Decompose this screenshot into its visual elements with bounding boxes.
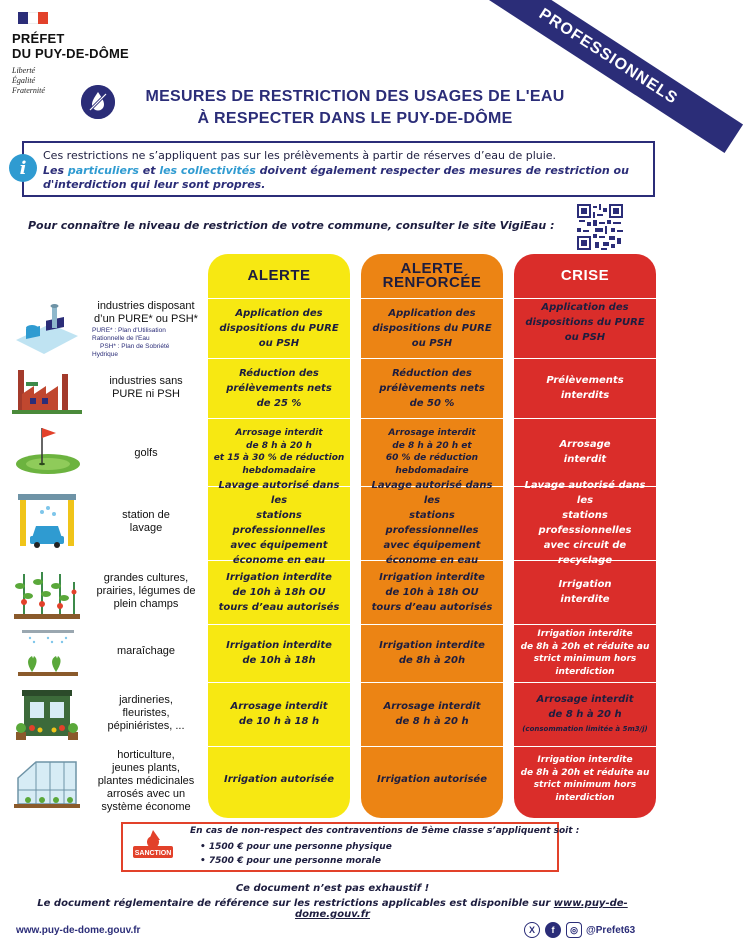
cell-crise-industries-sans-pure: Prélèvements interdits [546,375,624,401]
pure-psh-definitions: PURE* : Plan d'Utilisation Rationnelle de l'Eau PSH* : Plan de Sobriété Hydrique [92,327,170,358]
non-exhaustive-note: Ce document n’est pas exhaustif ! [235,883,430,894]
qr-code-icon[interactable] [577,204,623,250]
row-label-jardineries: jardineries, fleuristes, pépiniéristes, ... [107,693,185,732]
cell-renforcee-maraichage: Irrigation interdite de 8h à 20h [379,640,485,666]
page-title [125,86,585,130]
reference-note: Le document réglementaire de référence sur les restrictions applicables est disponible sur www.puy-de-dome.gouv.fr [37,898,628,920]
sprinkler-seedlings-icon [12,626,82,680]
crise-consumption-note: (consommation limitée à 5m3/j) [522,724,648,733]
motto-fraternite: Fraternité [12,86,45,95]
cell-alerte-maraichage: Irrigation interdite de 10h à 18h [226,640,332,666]
x-social-icon[interactable]: X [524,922,540,938]
info-rain-note: Ces restrictions ne s’appliquent pas sur les prélèvements à partir de réserves d’eau de pluie. [43,149,557,162]
golf-flag-icon [12,420,82,484]
row-label-maraichage: maraîchage [116,644,176,657]
title-line-2: À RESPECTER DANS LE PUY-DE-DÔME [197,110,513,127]
column-header-crise: CRISE [560,267,610,284]
facebook-icon[interactable]: f [545,922,561,938]
cell-crise-maraichage: Irrigation interdite de 8h à 20h et réduite au strict minimum hors interdiction [520,629,650,677]
instagram-icon[interactable]: ◎ [566,922,582,938]
social-handle: @Prefet63 [586,925,636,936]
motto-egalite: Égalité [12,76,36,85]
cell-renforcee-golfs: Arrosage interdit de 8 h à 20 h et 60 % de réduction hebdomadaire [385,428,479,476]
cell-alerte-industries-sans-pure: Réduction des prélèvements nets de 25 % [226,367,332,409]
cell-alerte-jardineries: Arrosage interdit de 10 h à 18 h [230,701,328,727]
cell-renforcee-horticulture: Irrigation autorisée [377,773,487,785]
prefet-line-1: PRÉFET [12,31,65,46]
cell-alerte-horticulture: Irrigation autorisée [224,773,334,785]
flag-icon [18,12,48,24]
info-icon: i [9,154,37,182]
cell-renforcee-station-lavage: Lavage autorisé dans les stations professionnelles avec équipement économe en eau [371,480,493,566]
cell-renforcee-industries-pure: Application des dispositions du PURE ou PSH [372,307,492,349]
column-header-alerte-renforcee: ALERTE RENFORCÉE [382,260,482,291]
cell-crise-station-lavage: Lavage autorisé dans les stations professionnelles avec circuit de recyclage [524,480,646,566]
cell-alerte-golfs: Arrosage interdit de 8 h à 20 h et 15 à 30 % de réduction hebdomadaire [213,428,345,476]
sanction-badge-label: SANCTION [134,850,172,857]
row-label-grandes-cultures: grandes cultures, prairies, légumes de plein champs [96,571,196,610]
sanction-badge-icon [131,828,175,866]
cell-crise-grandes-cultures: Irrigation interdite [558,579,612,605]
cell-crise-horticulture: Irrigation interdite de 8h à 20h et réduite au strict minimum hors interdiction [520,755,650,803]
cell-crise-industries-pure: Application des dispositions du PURE ou PSH [525,301,645,343]
flower-shop-icon [12,684,82,744]
sanction-item-physique: • 1500 € pour une personne physique [200,840,392,854]
no-water-drop-icon [81,85,115,119]
cell-crise-jardineries: Arrosage interdit de 8 h à 20 h (consommation limitée à 5m3/j) [514,682,656,746]
cell-alerte-grandes-cultures: Irrigation interdite de 10h à 18h OU tours d’eau autorisés [218,571,340,613]
greenhouse-icon [12,752,82,814]
professionnels-ribbon: PROFESSIONNELS [473,0,743,153]
row-label-industries-pure: industries disposant d’un PURE* ou PSH* [94,300,198,325]
crops-icon [12,562,82,622]
vigieau-note: Pour connaître le niveau de restriction de votre commune, consulter le site VigiEau : [28,219,555,232]
industry-building-icon [12,360,82,416]
info-others-note: Les particuliers et les collectivités doivent également respecter des mesures de restriction ou d'interdiction qui leur sont propres. [43,164,629,191]
column-header-alerte: ALERTE [247,267,311,284]
prefet-logo-text [12,31,129,61]
sanction-item-morale: • 7500 € pour une personne morale [200,854,392,868]
cell-renforcee-jardineries: Arrosage interdit de 8 h à 20 h [383,701,481,727]
title-line-1: MESURES DE RESTRICTION DES USAGES DE L'EAU [145,88,565,105]
row-label-horticulture: horticulture, jeunes plants, plantes médicinales arrosés avec un système économe [97,748,195,813]
cell-renforcee-industries-sans-pure: Réduction des prélèvements nets de 50 % [379,367,485,409]
cell-alerte-industries-pure: Application des dispositions du PURE ou PSH [219,307,339,349]
car-wash-icon [12,488,82,558]
cell-alerte-station-lavage: Lavage autorisé dans les stations professionnelles avec équipement économe en eau [218,480,340,566]
sanction-heading: En cas de non-respect des contraventions de 5ème classe s’appliquent soit : [190,826,580,836]
website-link[interactable]: www.puy-de-dome.gouv.fr [16,925,141,936]
reference-link[interactable]: www.puy-de-dome.gouv.fr [295,898,628,920]
row-label-industries-sans-pure: industries sans PURE ni PSH [109,375,183,400]
row-label-station-lavage: station de lavage [122,509,170,534]
row-label-golfs: golfs [134,446,158,459]
motto-liberte: Liberté [12,66,36,75]
cell-renforcee-grandes-cultures: Irrigation interdite de 10h à 18h OU tours d’eau autorisés [371,571,493,613]
sanction-list [200,840,392,868]
prefet-line-2: DU PUY-DE-DÔME [12,46,129,61]
cell-crise-golfs: Arrosage interdit [559,439,611,465]
republic-motto [12,66,45,96]
factory-icon [12,298,82,358]
